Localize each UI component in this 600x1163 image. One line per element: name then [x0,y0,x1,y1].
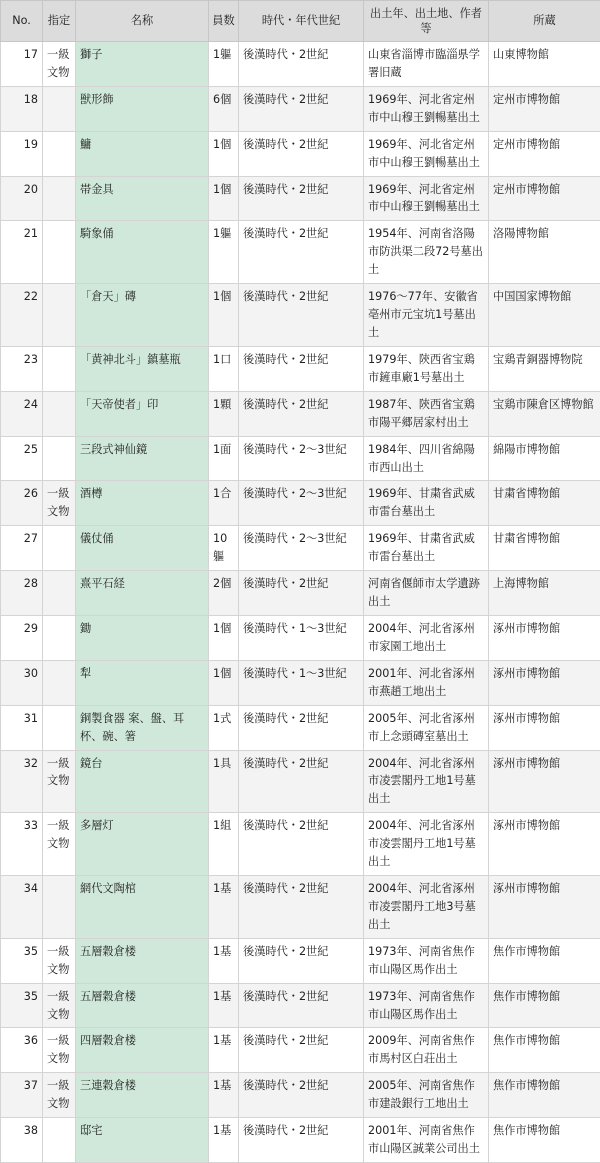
cell-no: 27 [1,526,43,571]
cell-count: 1個 [209,131,239,176]
cell-designation [43,391,76,436]
cell-collection: 涿州市博物館 [489,660,600,705]
table-row [1,346,600,391]
cell-designation: 一級文物 [43,750,76,813]
table-row [1,705,600,750]
cell-provenance: 2001年、河南省焦作市山陽区誠業公司出土 [364,1118,489,1163]
cell-no: 28 [1,571,43,616]
cell-designation [43,131,76,176]
cell-collection: 焦作市博物館 [489,1028,600,1073]
cell-name: 「黄神北斗」鎮墓瓶 [76,346,209,391]
cell-name: 鏡台 [76,750,209,813]
cell-designation [43,436,76,481]
cell-count: 1個 [209,176,239,221]
cell-provenance: 河南省偃師市太学遺跡出土 [364,571,489,616]
table-row [1,436,600,481]
cell-no: 20 [1,176,43,221]
cell-collection: 上海博物館 [489,571,600,616]
table-row [1,813,600,876]
cell-count: 1基 [209,1028,239,1073]
table-row [1,1118,600,1163]
header-name: 名称 [76,1,209,42]
cell-era: 後漢時代・2世紀 [239,1073,364,1118]
cell-no: 19 [1,131,43,176]
table-row [1,615,600,660]
header-collection: 所蔵 [489,1,600,42]
table-row [1,131,600,176]
cell-no: 24 [1,391,43,436]
cell-name: 帯金具 [76,176,209,221]
cell-name: 五層穀倉楼 [76,983,209,1028]
cell-name: 「倉天」磚 [76,284,209,347]
cell-provenance: 1969年、甘粛省武威市雷台墓出土 [364,526,489,571]
cell-name: 多層灯 [76,813,209,876]
cell-count: 1基 [209,938,239,983]
cell-era: 後漢時代・2世紀 [239,571,364,616]
cell-no: 22 [1,284,43,347]
header-row [1,1,600,42]
cell-collection: 涿州市博物館 [489,813,600,876]
cell-provenance: 1973年、河南省焦作市山陽区馬作出土 [364,938,489,983]
cell-collection: 洛陽博物館 [489,221,600,284]
cell-era: 後漢時代・2〜3世紀 [239,436,364,481]
cell-no: 36 [1,1028,43,1073]
cell-era: 後漢時代・2〜3世紀 [239,526,364,571]
cell-era: 後漢時代・2世紀 [239,813,364,876]
cell-name: 儀仗俑 [76,526,209,571]
cell-provenance: 2005年、河南省焦作市建設銀行工地出土 [364,1073,489,1118]
cell-era: 後漢時代・2世紀 [239,176,364,221]
cell-designation [43,284,76,347]
cell-designation: 一級文物 [43,1028,76,1073]
cell-name: 銅製食器 案、盤、耳杯、碗、箸 [76,705,209,750]
cell-era: 後漢時代・2世紀 [239,131,364,176]
cell-collection: 涿州市博物館 [489,705,600,750]
cell-count: 1基 [209,876,239,939]
cell-no: 31 [1,705,43,750]
cell-count: 1式 [209,705,239,750]
cell-era: 後漢時代・2世紀 [239,750,364,813]
cell-designation: 一級文物 [43,983,76,1028]
cell-provenance: 1976〜77年、安徽省亳州市元宝坑1号墓出土 [364,284,489,347]
table-row [1,284,600,347]
cell-name: 獣形飾 [76,86,209,131]
cell-name: 三連穀倉楼 [76,1073,209,1118]
cell-collection: 宝鶏青銅器博物院 [489,346,600,391]
cell-no: 33 [1,813,43,876]
table-row [1,481,600,526]
table-row [1,1073,600,1118]
cell-designation: 一級文物 [43,1073,76,1118]
cell-era: 後漢時代・2世紀 [239,346,364,391]
cell-designation [43,571,76,616]
cell-no: 35 [1,983,43,1028]
table-row [1,938,600,983]
header-no: No. [1,1,43,42]
table-row [1,86,600,131]
cell-designation [43,176,76,221]
cell-no: 29 [1,615,43,660]
cell-era: 後漢時代・1〜3世紀 [239,660,364,705]
cell-no: 38 [1,1118,43,1163]
cell-designation [43,346,76,391]
table-row [1,571,600,616]
cell-no: 37 [1,1073,43,1118]
cell-collection: 焦作市博物館 [489,983,600,1028]
cell-count: 10軀 [209,526,239,571]
cell-name: 五層穀倉楼 [76,938,209,983]
cell-provenance: 2009年、河南省焦作市馬村区白荘出土 [364,1028,489,1073]
cell-era: 後漢時代・2世紀 [239,391,364,436]
cell-count: 6個 [209,86,239,131]
cell-name: 鱅 [76,131,209,176]
cell-collection: 甘粛省博物館 [489,526,600,571]
table-row [1,1028,600,1073]
cell-era: 後漢時代・2世紀 [239,1118,364,1163]
header-provenance: 出土年、出土地、作者等 [364,1,489,42]
cell-name: 騎象俑 [76,221,209,284]
cell-collection: 定州市博物館 [489,86,600,131]
cell-era: 後漢時代・2世紀 [239,42,364,87]
cell-collection: 定州市博物館 [489,131,600,176]
cell-provenance: 1969年、甘粛省武威市雷台墓出土 [364,481,489,526]
cell-name: 犁 [76,660,209,705]
table-row [1,176,600,221]
cell-provenance: 2004年、河北省涿州市家園工地出土 [364,615,489,660]
cell-name: 邸宅 [76,1118,209,1163]
cell-era: 後漢時代・2世紀 [239,221,364,284]
cell-designation [43,876,76,939]
cell-count: 1個 [209,615,239,660]
cell-count: 1基 [209,1118,239,1163]
cell-provenance: 2004年、河北省涿州市凌雲閣丹工地1号墓出土 [364,750,489,813]
cell-collection: 涿州市博物館 [489,876,600,939]
cell-designation [43,615,76,660]
cell-count: 1口 [209,346,239,391]
cell-designation [43,660,76,705]
cell-provenance: 1973年、河南省焦作市山陽区馬作出土 [364,983,489,1028]
cell-count: 1軀 [209,42,239,87]
cell-no: 30 [1,660,43,705]
cell-count: 1軀 [209,221,239,284]
cell-count: 1個 [209,660,239,705]
cell-count: 1組 [209,813,239,876]
cell-count: 1合 [209,481,239,526]
cell-collection: 綿陽市博物館 [489,436,600,481]
cell-no: 18 [1,86,43,131]
cell-name: 酒樽 [76,481,209,526]
cell-provenance: 2005年、河北省涿州市上念頭磚室墓出土 [364,705,489,750]
cell-no: 26 [1,481,43,526]
cell-provenance: 1969年、河北省定州市中山穆王劉暢墓出土 [364,86,489,131]
cell-designation: 一級文物 [43,42,76,87]
cell-collection: 焦作市博物館 [489,938,600,983]
cell-provenance: 1969年、河北省定州市中山穆王劉暢墓出土 [364,131,489,176]
table-row [1,660,600,705]
cell-no: 25 [1,436,43,481]
cell-provenance: 2004年、河北省涿州市凌雲閣丹工地3号墓出土 [364,876,489,939]
cell-collection: 甘粛省博物館 [489,481,600,526]
cell-designation [43,526,76,571]
cell-count: 1基 [209,1073,239,1118]
cell-provenance: 1979年、陝西省宝鶏市鏟車廠1号墓出土 [364,346,489,391]
cell-provenance: 山東省淄博市臨淄県学署旧蔵 [364,42,489,87]
cell-provenance: 1954年、河南省洛陽市防洪渠二段72号墓出土 [364,221,489,284]
cell-era: 後漢時代・2世紀 [239,938,364,983]
cell-collection: 焦作市博物館 [489,1118,600,1163]
header-designation: 指定 [43,1,76,42]
cell-designation [43,1118,76,1163]
cell-no: 17 [1,42,43,87]
cell-collection: 焦作市博物館 [489,1073,600,1118]
table-row [1,526,600,571]
table-row [1,42,600,87]
cell-no: 21 [1,221,43,284]
table-row [1,391,600,436]
cell-provenance: 2004年、河北省涿州市凌雲閣丹工地1号墓出土 [364,813,489,876]
cell-count: 1個 [209,284,239,347]
cell-name: 網代文陶棺 [76,876,209,939]
cell-designation: 一級文物 [43,938,76,983]
cell-collection: 山東博物館 [489,42,600,87]
cell-provenance: 2001年、河北省涿州市燕趙工地出土 [364,660,489,705]
cell-name: 獅子 [76,42,209,87]
table-body [1,42,600,1163]
cell-count: 1基 [209,983,239,1028]
cell-name: 三段式神仙鏡 [76,436,209,481]
cell-designation [43,705,76,750]
cell-collection: 涿州市博物館 [489,750,600,813]
cell-designation [43,221,76,284]
cell-designation [43,86,76,131]
cell-era: 後漢時代・2世紀 [239,1028,364,1073]
cell-count: 1具 [209,750,239,813]
cell-provenance: 1987年、陝西省宝鶏市陽平郷居家村出土 [364,391,489,436]
cell-era: 後漢時代・2世紀 [239,86,364,131]
cell-no: 35 [1,938,43,983]
cell-collection: 宝鶏市陳倉区博物館 [489,391,600,436]
table-row [1,221,600,284]
cell-name: 熹平石経 [76,571,209,616]
table-row [1,983,600,1028]
cell-no: 32 [1,750,43,813]
header-era: 時代・年代世紀 [239,1,364,42]
cell-name: 鋤 [76,615,209,660]
cell-count: 1顆 [209,391,239,436]
cell-era: 後漢時代・2世紀 [239,876,364,939]
cell-designation: 一級文物 [43,813,76,876]
cell-no: 34 [1,876,43,939]
table-header [1,1,600,42]
cell-era: 後漢時代・2〜3世紀 [239,481,364,526]
cell-no: 23 [1,346,43,391]
cell-provenance: 1969年、河北省定州市中山穆王劉暢墓出土 [364,176,489,221]
cell-provenance: 1984年、四川省綿陽市西山出土 [364,436,489,481]
header-count: 員数 [209,1,239,42]
cell-era: 後漢時代・2世紀 [239,983,364,1028]
cell-collection: 定州市博物館 [489,176,600,221]
table-row [1,876,600,939]
cell-era: 後漢時代・2世紀 [239,284,364,347]
cell-collection: 中国国家博物館 [489,284,600,347]
cell-name: 四層穀倉楼 [76,1028,209,1073]
cell-designation: 一級文物 [43,481,76,526]
cell-collection: 涿州市博物館 [489,615,600,660]
cell-name: 「天帝使者」印 [76,391,209,436]
table-row [1,750,600,813]
cell-era: 後漢時代・1〜3世紀 [239,615,364,660]
cell-count: 2個 [209,571,239,616]
cell-era: 後漢時代・2世紀 [239,705,364,750]
cell-count: 1面 [209,436,239,481]
